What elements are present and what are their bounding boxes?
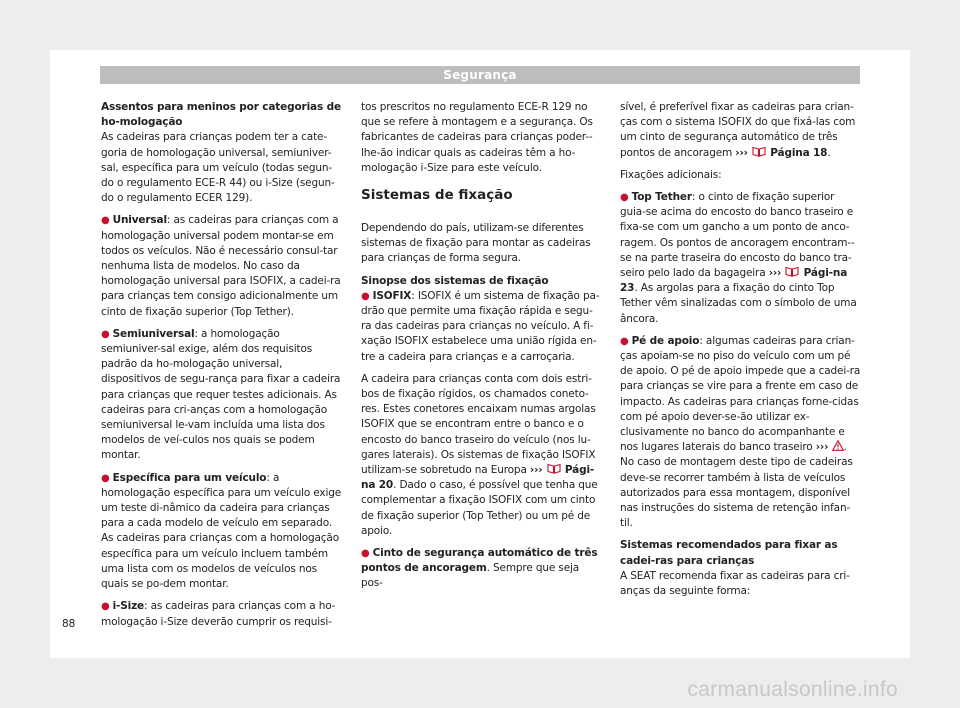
section-heading: Sistemas de fixação [361,187,513,204]
list-item-text: . As argolas para a fixação do cinto Top Tether vêm sinalizadas com o símbolo de uma âncora. [620,282,857,325]
reference-arrows: ››› [735,146,748,159]
column-right [620,100,861,606]
page-reference-icon [547,463,561,474]
list-item [361,546,602,592]
col1-heading: Assentos para meninos por categorias de ho-mologação [101,101,341,129]
list-item-term: Top Tether [631,191,692,204]
watermark: carmanualsonline.info [687,678,898,701]
page-header [100,66,860,84]
list-item [620,334,861,456]
list-item-term: Universal [112,214,167,227]
col3-label: Fixações adicionais: [620,168,722,181]
page-reference-link[interactable]: Página 18 [770,146,828,159]
paragraph-text: . [827,146,831,159]
paragraph-text: sível, é preferível fixar as cadeiras para crian-ças com o sistema ISOFIX do que fixá-las com um cinto de segurança automático de três pontos de ancoragem [620,101,856,159]
col1-intro: As cadeiras para crianças podem ter a cate-goria de homologação universal, semiuniver-sal, específica para um veículo (todas segun-do o regulamento ECE-R 44) ou i-Size (segun-do o regulamento ECER 129). [101,131,335,205]
page-reference-link[interactable]: Pági-na 23 [620,267,848,295]
reference-arrows: ››› [529,464,543,477]
list-item [101,471,342,593]
header-title: Segurança [443,68,517,82]
column-middle [361,100,602,599]
list-item-text: . Sempre que seja pos- [361,562,580,590]
bullet-icon: ● [101,472,110,484]
list-item-text: : algumas cadeiras para crian-ças apoiam-se no piso do veículo com um pé de apoio. O pé de apoio impede que a cadei-ra para crianças se vire para a frente em caso de impacto. As cadeiras para crianças forne-cidas com pé apoio dever-se-ão utilizar ex-clusivamente no banco do acompanhante e nos lugares laterais do banco traseiro [620,334,861,454]
bullet-icon: ● [101,601,110,613]
page-number: 88 [62,618,76,630]
list-item-text: : a homologação específica para um veículo exige um teste di-nâmico da cadeira para crianças para a cada modelo de veículo em separado. As cadeiras para crianças com a homologação específica para um veículo incluem também uma lista com os modelos de veículos nos quais se po-dem montar. [101,471,342,591]
list-item [101,213,342,319]
page-reference-icon [752,146,766,157]
col3-paragraph: A SEAT recomenda fixar as cadeiras para cri-anças da seguinte forma: [620,569,850,598]
list-item-term: Pé de apoio [631,334,700,347]
list-item-text: : ISOFIX é um sistema de fixação pa-drão que permite uma fixação rápida e segu-ra das cadeiras para crianças no veículo. A fi-xação ISOFIX estabelece uma união rígida en-tre a cadeira para crianças e a carroçaria. [361,289,600,363]
bullet-icon: ● [361,548,370,560]
col2-paragraph [361,372,602,539]
col3-paragraph: No caso de montagem deste tipo de cadeiras deve-se recorrer também à lista de veículos autorizados para essa montagem, disponível nas instruções do sistema de retenção infan-til. [620,456,853,530]
list-item-text: : as cadeiras para crianças com a ho-mologação i-Size deverão cumprir os requisi- [101,600,336,628]
list-item-text: : o cinto de fixação superior guia-se acima do encosto do banco traseiro e fixa-se com um gancho a um ponto de anco-ragem. Os pontos de ancoragem encontram--se na parte traseira do encosto do banco tra-seiro pelo lado da bagageira [620,191,855,280]
list-item-term: ISOFIX [372,289,412,302]
column-left [101,100,342,637]
list-item-term: Semiuniversal [112,327,195,340]
list-item-text: : as cadeiras para crianças com a homologação universal podem montar-se em todos os veículos. Não é necessário consul-tar nenhuma lista de modelos. No caso da homologação universal para ISOFIX, a cadei-ra para crianças tem consigo adicionalmente um cinto de fixação superior (Top Tether). [101,214,341,318]
bullet-icon: ● [620,192,629,204]
list-item-text: : a homologação semiuniver-sal exige, além dos requisitos padrão da ho-mologação universal, dispositivos de segu-rança para fixar a cadeira para crianças que requer testes adicionais. As cadeiras para cri-anças com a homologação semiuniversal le-vam incluída uma lista dos modelos de veí-culos nos quais se podem montar. [101,327,341,462]
bullet-icon: ● [620,335,629,347]
bullet-icon: ● [101,215,110,227]
list-item-term: i-Size [112,600,145,613]
list-item [101,327,342,464]
col3-paragraph [620,100,861,161]
col2-continuation: tos prescritos no regulamento ECE-R 129 no que se refere à montagem e a segurança. Os fabricantes de cadeiras para crianças poder--lhe-ão indicar quais as cadeiras têm a ho-mologação i-Size para este veículo. [361,101,593,174]
page-reference-link[interactable]: Pági-na 20 [361,464,595,492]
col3-subheading: Sistemas recomendados para fixar as cadei-ras para crianças [620,539,838,567]
list-item [620,190,861,327]
list-item [361,289,602,365]
list-item-term: Específica para um veículo [112,471,267,484]
paragraph-text: A cadeira para crianças conta com dois estri-bos de fixação rígidos, os chamados coneto-res. Estes conetores encaixam numas argolas ISOFIX que se encontram entre o banco e o encosto do banco traseiro do veículo (nos lu-gares laterais). Os sistemas de fixação ISOFIX utilizam-se sobretudo na Europa [361,372,596,477]
warning-icon[interactable] [832,440,844,451]
list-item-term: Cinto de segurança automático de três pontos de ancoragem [361,547,598,575]
paragraph-text: . Dado o caso, é possível que tenha que complementar a fixação ISOFIX com um cinto de fixação superior (Top Tether) ou um pé de apoio. [361,479,598,537]
reference-arrows: ››› [768,267,782,280]
bullet-icon: ● [361,290,370,302]
col2-paragraph: Dependendo do país, utilizam-se diferentes sistemas de fixação para montar as cadeiras para crianças de forma segura. [361,222,591,265]
list-item [101,599,342,629]
bullet-icon: ● [101,328,110,340]
col2-subheading: Sinopse dos sistemas de fixação [361,274,549,287]
page-reference-icon [785,266,799,277]
list-item-text: . [843,441,847,454]
reference-arrows: ››› [815,441,829,454]
